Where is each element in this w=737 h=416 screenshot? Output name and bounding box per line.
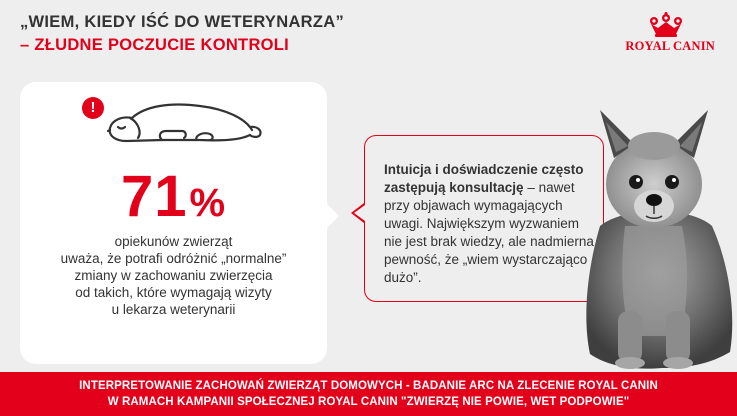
quote-box-pointer-inner (354, 205, 365, 221)
stat-card-pointer (326, 203, 339, 229)
title-line-1: „WIEM, KIEDY IŚĆ DO WETERYNARZA” (20, 13, 345, 31)
yorkshire-terrier-photo (570, 106, 737, 372)
stat-number: 71 (120, 164, 188, 229)
quote-lead: Intuicja i doświadczenie często zastępują konsultację (384, 162, 584, 195)
alert-icon: ! (82, 97, 104, 119)
footer-banner (0, 372, 737, 416)
quote-text (384, 161, 599, 287)
quote-body: – nawet przy objawach wymagających uwagi. Największym wyzwaniem nie jest brak wiedzy, ale nadmierna pewność, że „wiem wystarczająco dużo”. (384, 180, 594, 285)
royal-canin-logo (619, 12, 715, 54)
stat-description-line: zmiany w zachowaniu zwierzęcia (74, 268, 273, 283)
stat-description (20, 233, 327, 318)
stat-description-line: u lekarza weterynarii (111, 302, 236, 317)
stat-description-line: opiekunów zwierząt (114, 234, 233, 249)
sleeping-dog-icon (100, 100, 265, 145)
page-title (20, 11, 344, 57)
stat-description-line: od takich, które wymagają wizyty (75, 285, 272, 300)
footer-line-1: INTERPRETOWANIE ZACHOWAŃ ZWIERZĄT DOMOWYCH - BADANIE ARC NA ZLECENIE ROYAL CANIN (79, 380, 658, 392)
title-line-2: – ZŁUDNE POCZUCIE KONTROLI (20, 36, 290, 54)
crown-icon (646, 12, 686, 38)
brand-name: ROYAL CANIN (625, 39, 715, 53)
stat-value (20, 162, 327, 238)
stat-unit: % (189, 181, 227, 225)
stat-description-line: uważa, że potrafi odróżnić „normalne” (60, 251, 287, 266)
footer-line-2: W RAMACH KAMPANII SPOŁECZNEJ ROYAL CANIN "ZWIERZĘ NIE POWIE, WET PODPOWIE" (107, 396, 630, 408)
